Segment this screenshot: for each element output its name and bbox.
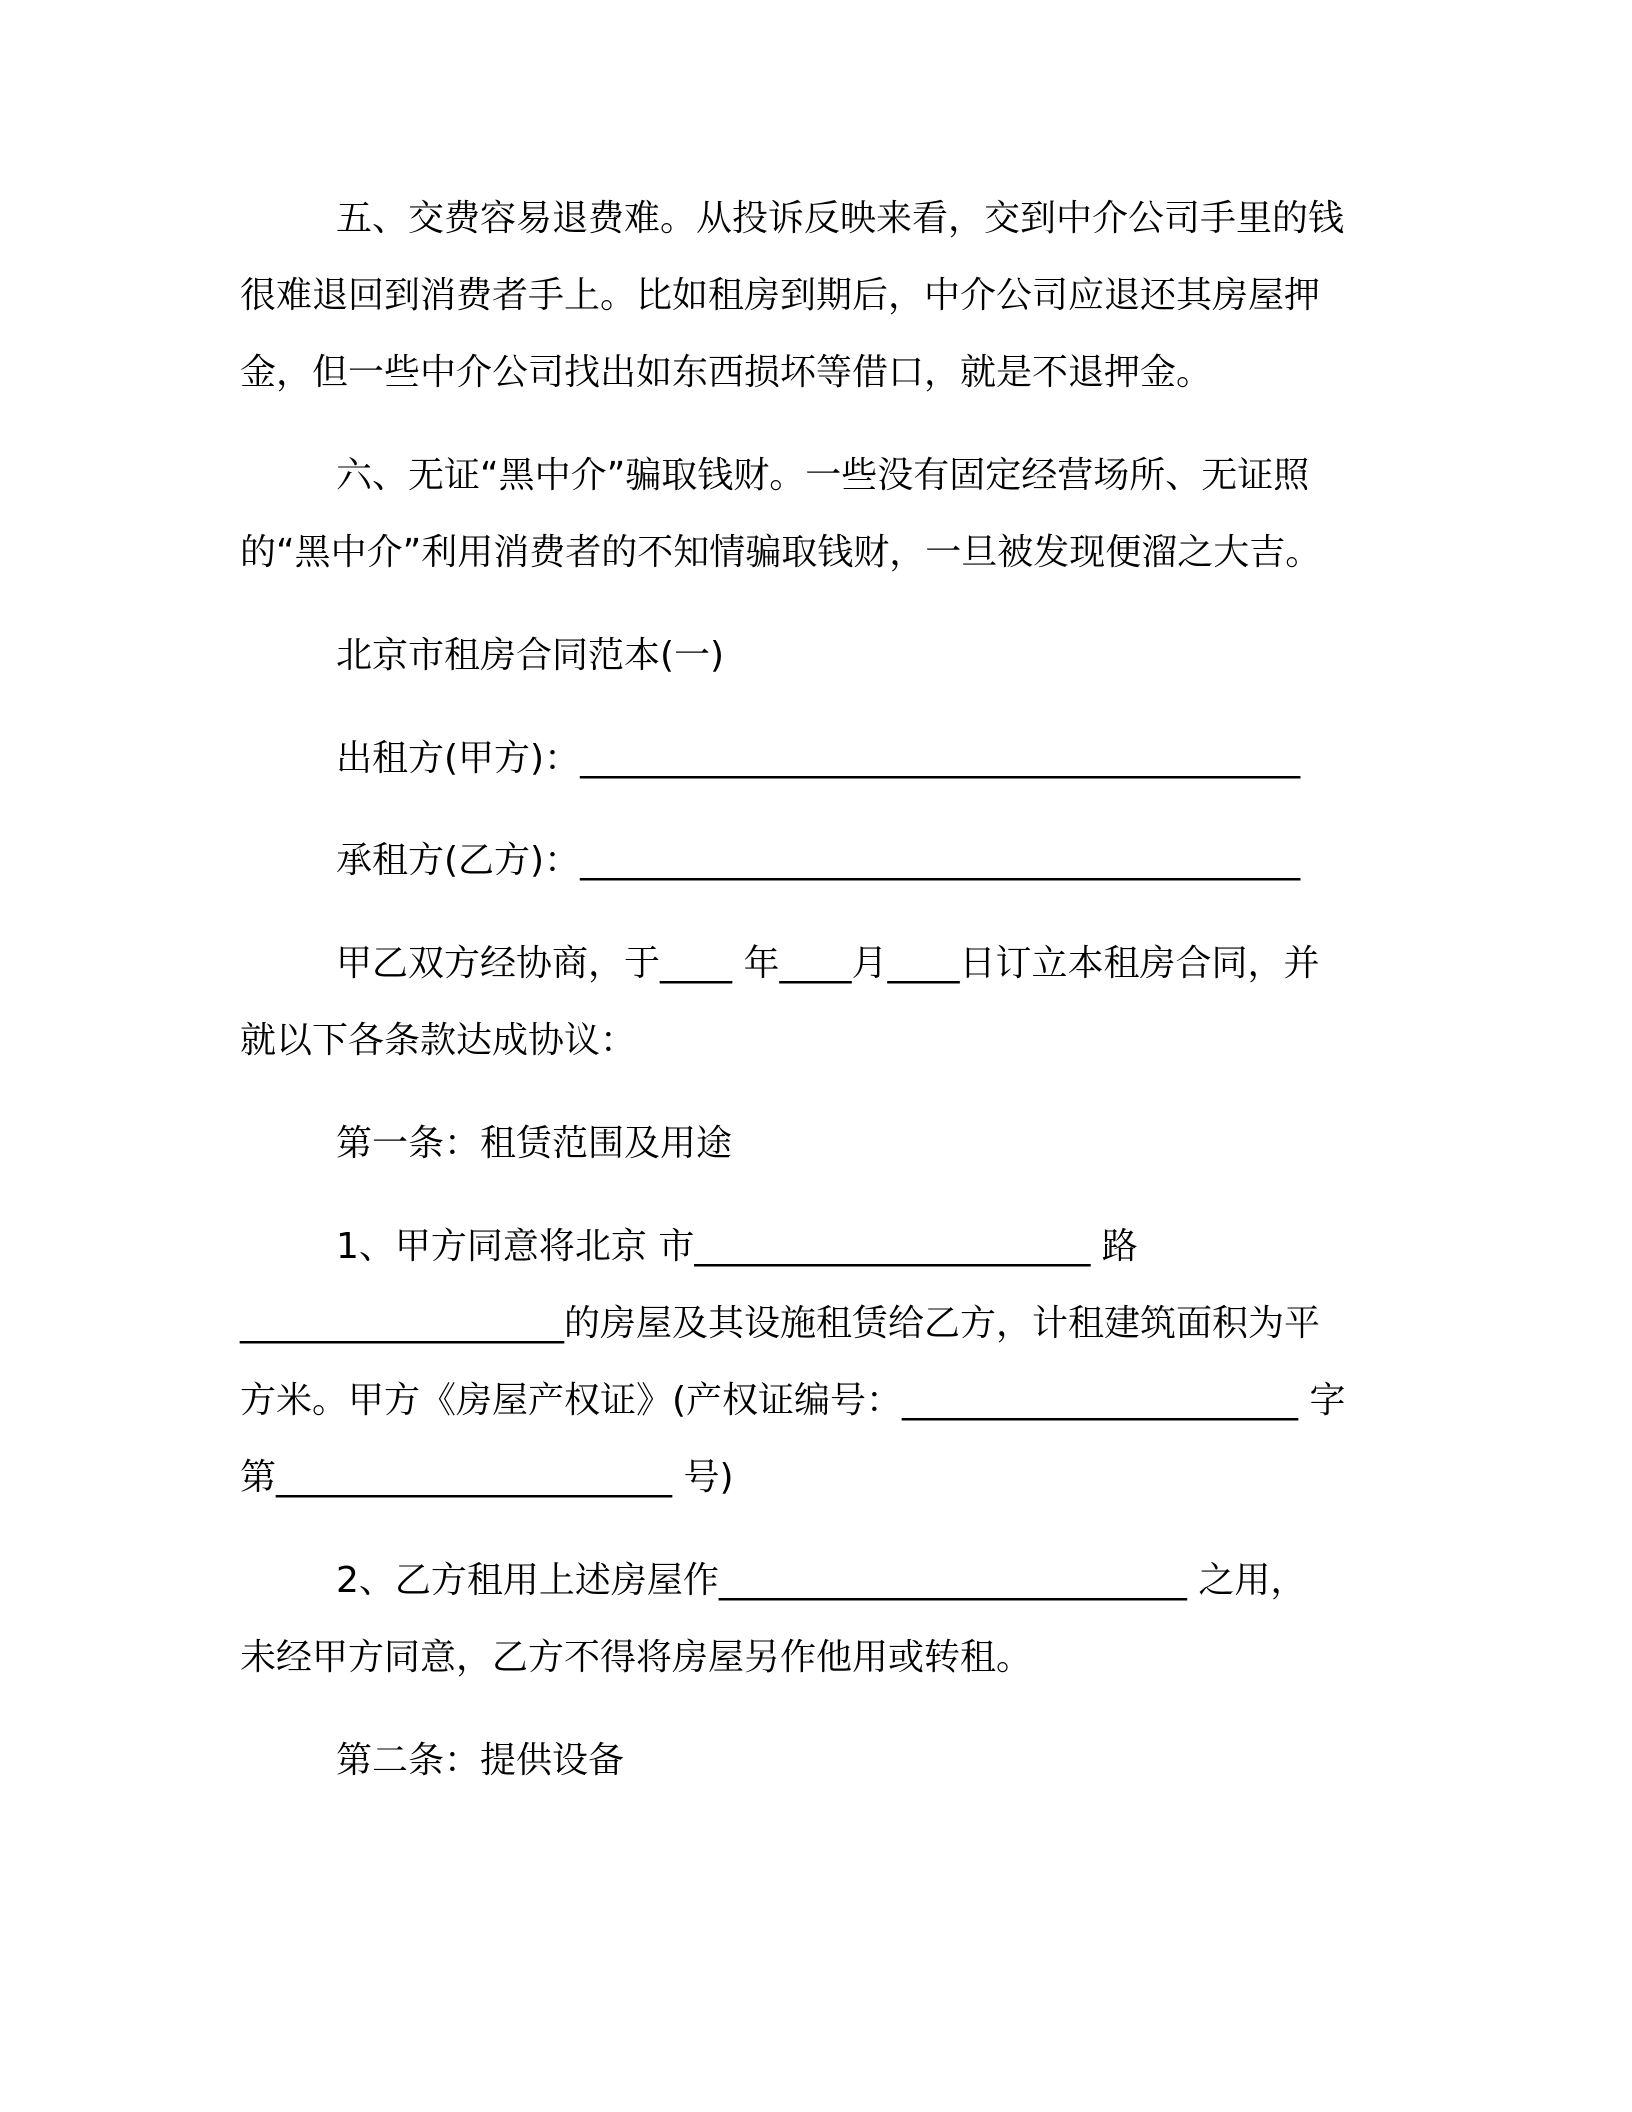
paragraph-line: 甲乙双方经协商，于____ 年____月____日订立本租房合同，并 [336, 943, 1320, 984]
paragraph-line: __________________的房屋及其设施租赁给乙方，计租建筑面积为平 [240, 1303, 1321, 1344]
item-one-paragraph [240, 1208, 1390, 1516]
paragraph-line: 五、交费容易退费难。从投诉反映来看，交到中介公司手里的钱 [336, 198, 1345, 239]
paragraph-line: 第______________________ 号) [240, 1457, 734, 1498]
paragraph-line: 六、无证“黑中介”骗取钱财。一些没有固定经营场所、无证照 [336, 455, 1310, 496]
article-one-heading: 第一条：租赁范围及用途 [336, 1123, 733, 1164]
lessor-line: 出租方(甲方)：________________________________________ [336, 738, 1301, 779]
lessee-line: 承租方(乙方)：________________________________________ [336, 840, 1301, 881]
paragraph-six [240, 437, 1390, 591]
agreement-paragraph [240, 925, 1390, 1079]
paragraph-line: 很难退回到消费者手上。比如租房到期后，中介公司应退还其房屋押 [240, 275, 1321, 316]
paragraph-line: 就以下各条款达成协议： [240, 1020, 637, 1061]
paragraph-line: 2、乙方租用上述房屋作__________________________ 之用， [336, 1560, 1307, 1601]
paragraph-line: 未经甲方同意，乙方不得将房屋另作他用或转租。 [240, 1637, 1033, 1678]
item-two-paragraph [240, 1542, 1390, 1696]
paragraph-line: 方米。甲方《房屋产权证》(产权证编号：______________________ 字 [240, 1380, 1346, 1421]
contract-title: 北京市租房合同范本(一) [336, 635, 725, 676]
paragraph-line: 金，但一些中介公司找出如东西损坏等借口，就是不退押金。 [240, 352, 1213, 393]
paragraph-line: 1、甲方同意将北京 市______________________ 路 [336, 1226, 1138, 1267]
paragraph-line: 的“黑中介”利用消费者的不知情骗取钱财，一旦被发现便溜之大吉。 [240, 532, 1322, 573]
paragraph-five [240, 180, 1390, 411]
article-two-heading: 第二条：提供设备 [336, 1740, 625, 1781]
